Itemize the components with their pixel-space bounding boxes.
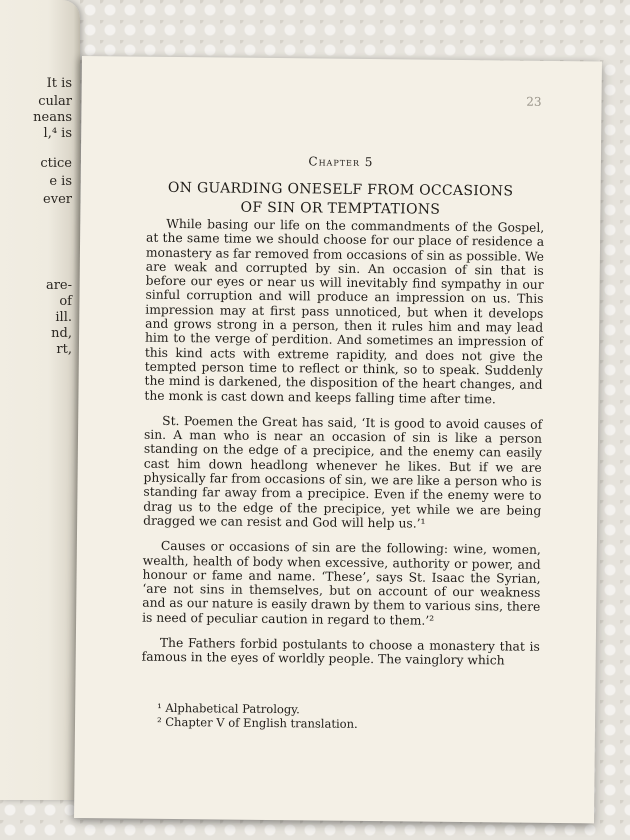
left-page-text: nd, <box>51 326 72 341</box>
chapter-title-line: OF SIN OR TEMPTATIONS <box>240 199 441 218</box>
chapter-heading: Chapter 5 <box>308 154 374 170</box>
body-text <box>142 217 545 680</box>
paragraph: Causes or occasions of sin are the following: wine, women, wealth, health of body when excessive, authority or power, and honour or fame and name. ‘These’, says St. Isaac the Syrian, ‘are not sins in themselves, but on account of our weakness and as our nature is easily drawn by them to various sins, there is need of peculiar caution in regard to them.’² <box>142 539 541 628</box>
left-page-edge <box>0 0 80 800</box>
paragraph: St. Poemen the Great has said, ‘It is good to avoid causes of sin. A man who is near an occasion of sin is like a person standing on the edge of a precipice, and the enemy can easily cast him down headlong whenever he likes. But if we are physically far from occasions of sin, we are like a person who is standing far away from a precipice. Even if the enemy were to drag us to the edge of the precipice, yet while we are being dragged we can resist and God will help us.’¹ <box>143 413 543 531</box>
left-page-text: ever <box>43 192 72 207</box>
left-page-text: ctice <box>40 156 72 171</box>
chapter-title-line: ON GUARDING ONESELF FROM OCCASIONS <box>167 179 514 200</box>
footnote: ¹ Alphabetical Patrology. <box>157 700 300 717</box>
left-page-text: e is <box>49 174 72 189</box>
page-number: 23 <box>526 94 542 109</box>
footnote: ² Chapter V of English translation. <box>156 714 358 731</box>
left-page-text: It is <box>46 76 72 91</box>
left-page-text: cular <box>38 94 72 109</box>
book-page <box>74 56 602 823</box>
paragraph: While basing our life on the commandments of the Gospel, at the same time we should choose for our place of residence a monastery as far removed from occasions of sin as possible. We are weak and corrupted by sin. An occasion of sin that is before our eyes or near us will inevitably find sympathy in our sinful corruption and will produce an impression on us. This impression may at first pass unnoticed, but when it develops and grows strong in a person, then it rules him and may lead him to the verge of perdition. And sometimes an impression of this kind acts with extreme rapidity, and does not give the tempted person time to reflect or think, so to speak. Suddenly the mind is darkened, the disposition of the heart changes, and the monk is cast down and keeps falling time after time. <box>144 216 545 406</box>
left-page-text: of <box>59 294 72 309</box>
footnotes <box>157 701 358 731</box>
left-page-text: neans <box>33 110 72 125</box>
left-page-text: ill. <box>55 310 72 325</box>
left-page-text: rt, <box>56 342 72 357</box>
left-page-text: l,⁴ is <box>43 126 72 141</box>
left-page-text: are- <box>45 278 72 293</box>
paragraph: The Fathers forbid postulants to choose a monastery that is famous in the eyes of worldly people. The vainglory which <box>141 635 540 668</box>
chapter-title <box>80 178 600 221</box>
